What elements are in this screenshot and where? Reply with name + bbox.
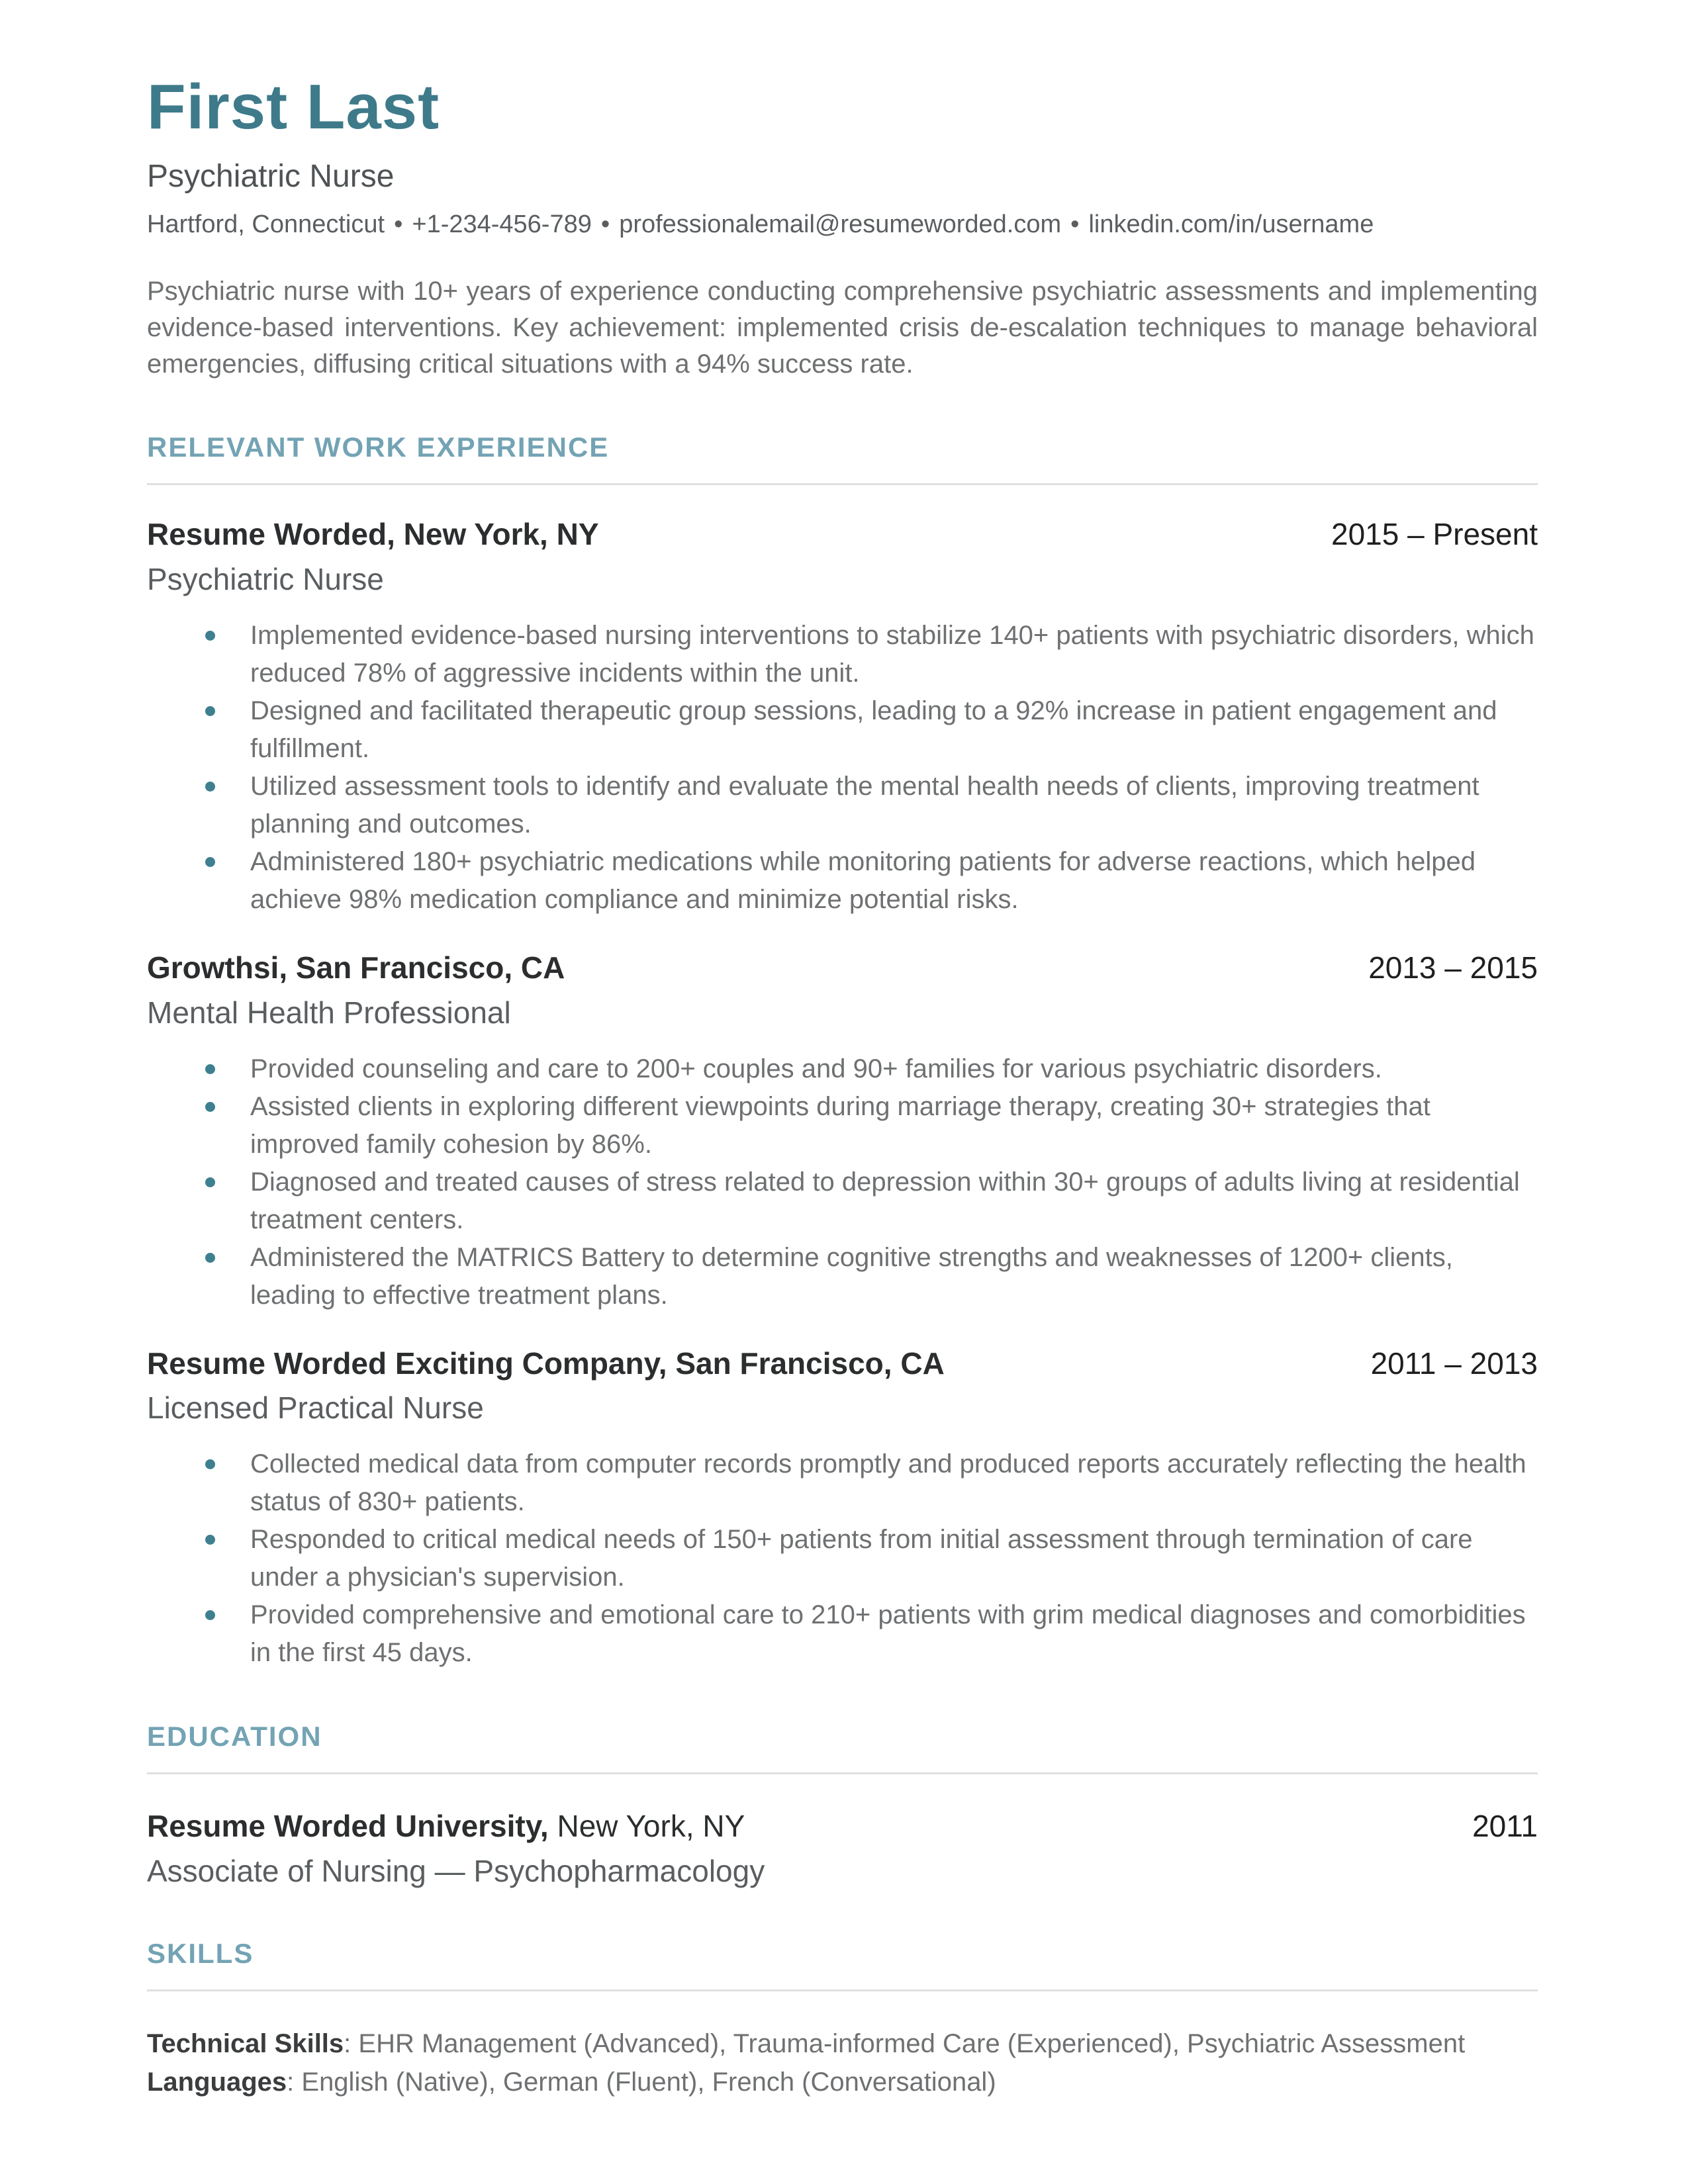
job-title: Psychiatric Nurse — [147, 561, 384, 596]
bullet-item — [250, 768, 1538, 843]
section-heading-experience: RELEVANT WORK EXPERIENCE — [147, 431, 610, 463]
job-entry — [147, 1346, 1538, 1672]
job-entry — [147, 517, 1538, 919]
candidate-name: First Last — [147, 71, 440, 142]
contact-email: professionalemail@resumeworded.com — [619, 210, 1062, 238]
contact-linkedin: linkedin.com/in/username — [1088, 210, 1374, 238]
bullet-text: Administered 180+ psychiatric medications while monitoring patients for adverse reactions, which helped achieve 98% medication compliance and minimize potential risks. — [250, 846, 1476, 914]
bullet-text: Diagnosed and treated causes of stress related to depression within 30+ groups of adults living at residential treatment centers. — [250, 1167, 1520, 1234]
job-header — [147, 950, 1538, 985]
contact-location: Hartford, Connecticut — [147, 210, 385, 238]
job-dates: 2015 – Present — [1331, 516, 1538, 551]
skill-row — [147, 2025, 1538, 2063]
bullet-icon — [205, 706, 215, 716]
section-divider — [147, 483, 1538, 485]
bullet-item — [250, 1596, 1538, 1672]
skills-block — [147, 2025, 1538, 2101]
company-name: Growthsi, San Francisco, CA — [147, 950, 565, 985]
section-heading-skills: SKILLS — [147, 1938, 254, 1970]
school-location: New York, NY — [548, 1809, 745, 1844]
skill-label: Technical Skills — [147, 2029, 344, 2059]
contact-separator: • — [1070, 210, 1080, 238]
job-bullet-list — [147, 1445, 1538, 1672]
school-name-bold: Resume Worded University, — [147, 1809, 549, 1844]
job-title: Licensed Practical Nurse — [147, 1390, 484, 1426]
bullet-text: Collected medical data from computer records promptly and produced reports accurately reflecting the health status of 830+ patients. — [250, 1449, 1526, 1517]
bullet-item — [250, 1088, 1538, 1163]
job-bullet-list — [147, 1050, 1538, 1314]
job-entry — [147, 950, 1538, 1314]
education-header — [147, 1809, 1538, 1844]
company-name: Resume Worded Exciting Company, San Francisco, CA — [147, 1345, 945, 1381]
section-divider — [147, 1989, 1538, 1991]
bullet-text: Administered the MATRICS Battery to determine cognitive strengths and weaknesses of 1200+ clients, leading to effective treatment plans. — [250, 1242, 1453, 1310]
bullet-text: Responded to critical medical needs of 150+ patients from initial assessment through termination of care under a physician's supervision. — [250, 1525, 1473, 1592]
bullet-item — [250, 1239, 1538, 1314]
bullet-item — [250, 1445, 1538, 1521]
contact-line — [147, 210, 1538, 239]
contact-separator: • — [600, 210, 610, 238]
section-divider — [147, 1772, 1538, 1774]
school-name — [147, 1809, 745, 1844]
bullet-icon — [205, 1253, 215, 1263]
bullet-icon — [205, 1459, 215, 1469]
bullet-item — [250, 1521, 1538, 1596]
job-dates: 2013 – 2015 — [1368, 950, 1538, 985]
bullet-text: Assisted clients in exploring different viewpoints during marriage therapy, creating 30+ strategies that improved family cohesion by 86%. — [250, 1091, 1430, 1159]
bullet-icon — [205, 631, 215, 641]
job-title: Mental Health Professional — [147, 995, 511, 1030]
education-dates: 2011 — [1472, 1809, 1538, 1844]
bullet-icon — [205, 1535, 215, 1545]
bullet-icon — [205, 857, 215, 867]
bullet-item — [250, 1163, 1538, 1239]
bullet-icon — [205, 1064, 215, 1074]
bullet-item — [250, 1050, 1538, 1088]
bullet-icon — [205, 1102, 215, 1112]
skill-value: : EHR Management (Advanced), Trauma-informed Care (Experienced), Psychiatric Assessment — [344, 2029, 1466, 2059]
bullet-icon — [205, 782, 215, 792]
bullet-item — [250, 617, 1538, 692]
bullet-icon — [205, 1177, 215, 1187]
contact-phone: +1-234-456-789 — [412, 210, 592, 238]
company-name: Resume Worded, New York, NY — [147, 516, 599, 551]
job-dates: 2011 – 2013 — [1370, 1345, 1538, 1381]
education-entry — [147, 1809, 1538, 1889]
skill-value: : English (Native), German (Fluent), French (Conversational) — [287, 2068, 996, 2097]
skill-row — [147, 2063, 1538, 2101]
job-header — [147, 1346, 1538, 1381]
professional-summary: Psychiatric nurse with 10+ years of experience conducting comprehensive psychiatric assessments and implementing evidence-based interventions. Key achievement: implemented crisis de-escalation techniques to manage behavioral emergencies, diffusing critical situations with a 94% success rate. — [147, 276, 1538, 379]
bullet-text: Designed and facilitated therapeutic group sessions, leading to a 92% increase in patient engagement and fulfillment. — [250, 696, 1497, 763]
job-header — [147, 517, 1538, 552]
section-heading-education: EDUCATION — [147, 1721, 322, 1752]
candidate-headline: Psychiatric Nurse — [147, 158, 395, 194]
bullet-icon — [205, 1610, 215, 1620]
bullet-item — [250, 843, 1538, 919]
degree-name: Associate of Nursing — Psychopharmacology — [147, 1854, 765, 1889]
contact-separator: • — [394, 210, 403, 238]
bullet-text: Provided comprehensive and emotional care to 210+ patients with grim medical diagnoses and comorbidities in the first 45 days. — [250, 1600, 1526, 1668]
skill-label: Languages — [147, 2068, 287, 2097]
bullet-text: Provided counseling and care to 200+ couples and 90+ families for various psychiatric disorders. — [250, 1054, 1382, 1083]
bullet-text: Utilized assessment tools to identify and evaluate the mental health needs of clients, improving treatment planning and outcomes. — [250, 771, 1479, 839]
bullet-item — [250, 692, 1538, 768]
bullet-text: Implemented evidence-based nursing interventions to stabilize 140+ patients with psychiatric disorders, which reduced 78% of aggressive incidents within the unit. — [250, 620, 1534, 688]
job-bullet-list — [147, 617, 1538, 919]
